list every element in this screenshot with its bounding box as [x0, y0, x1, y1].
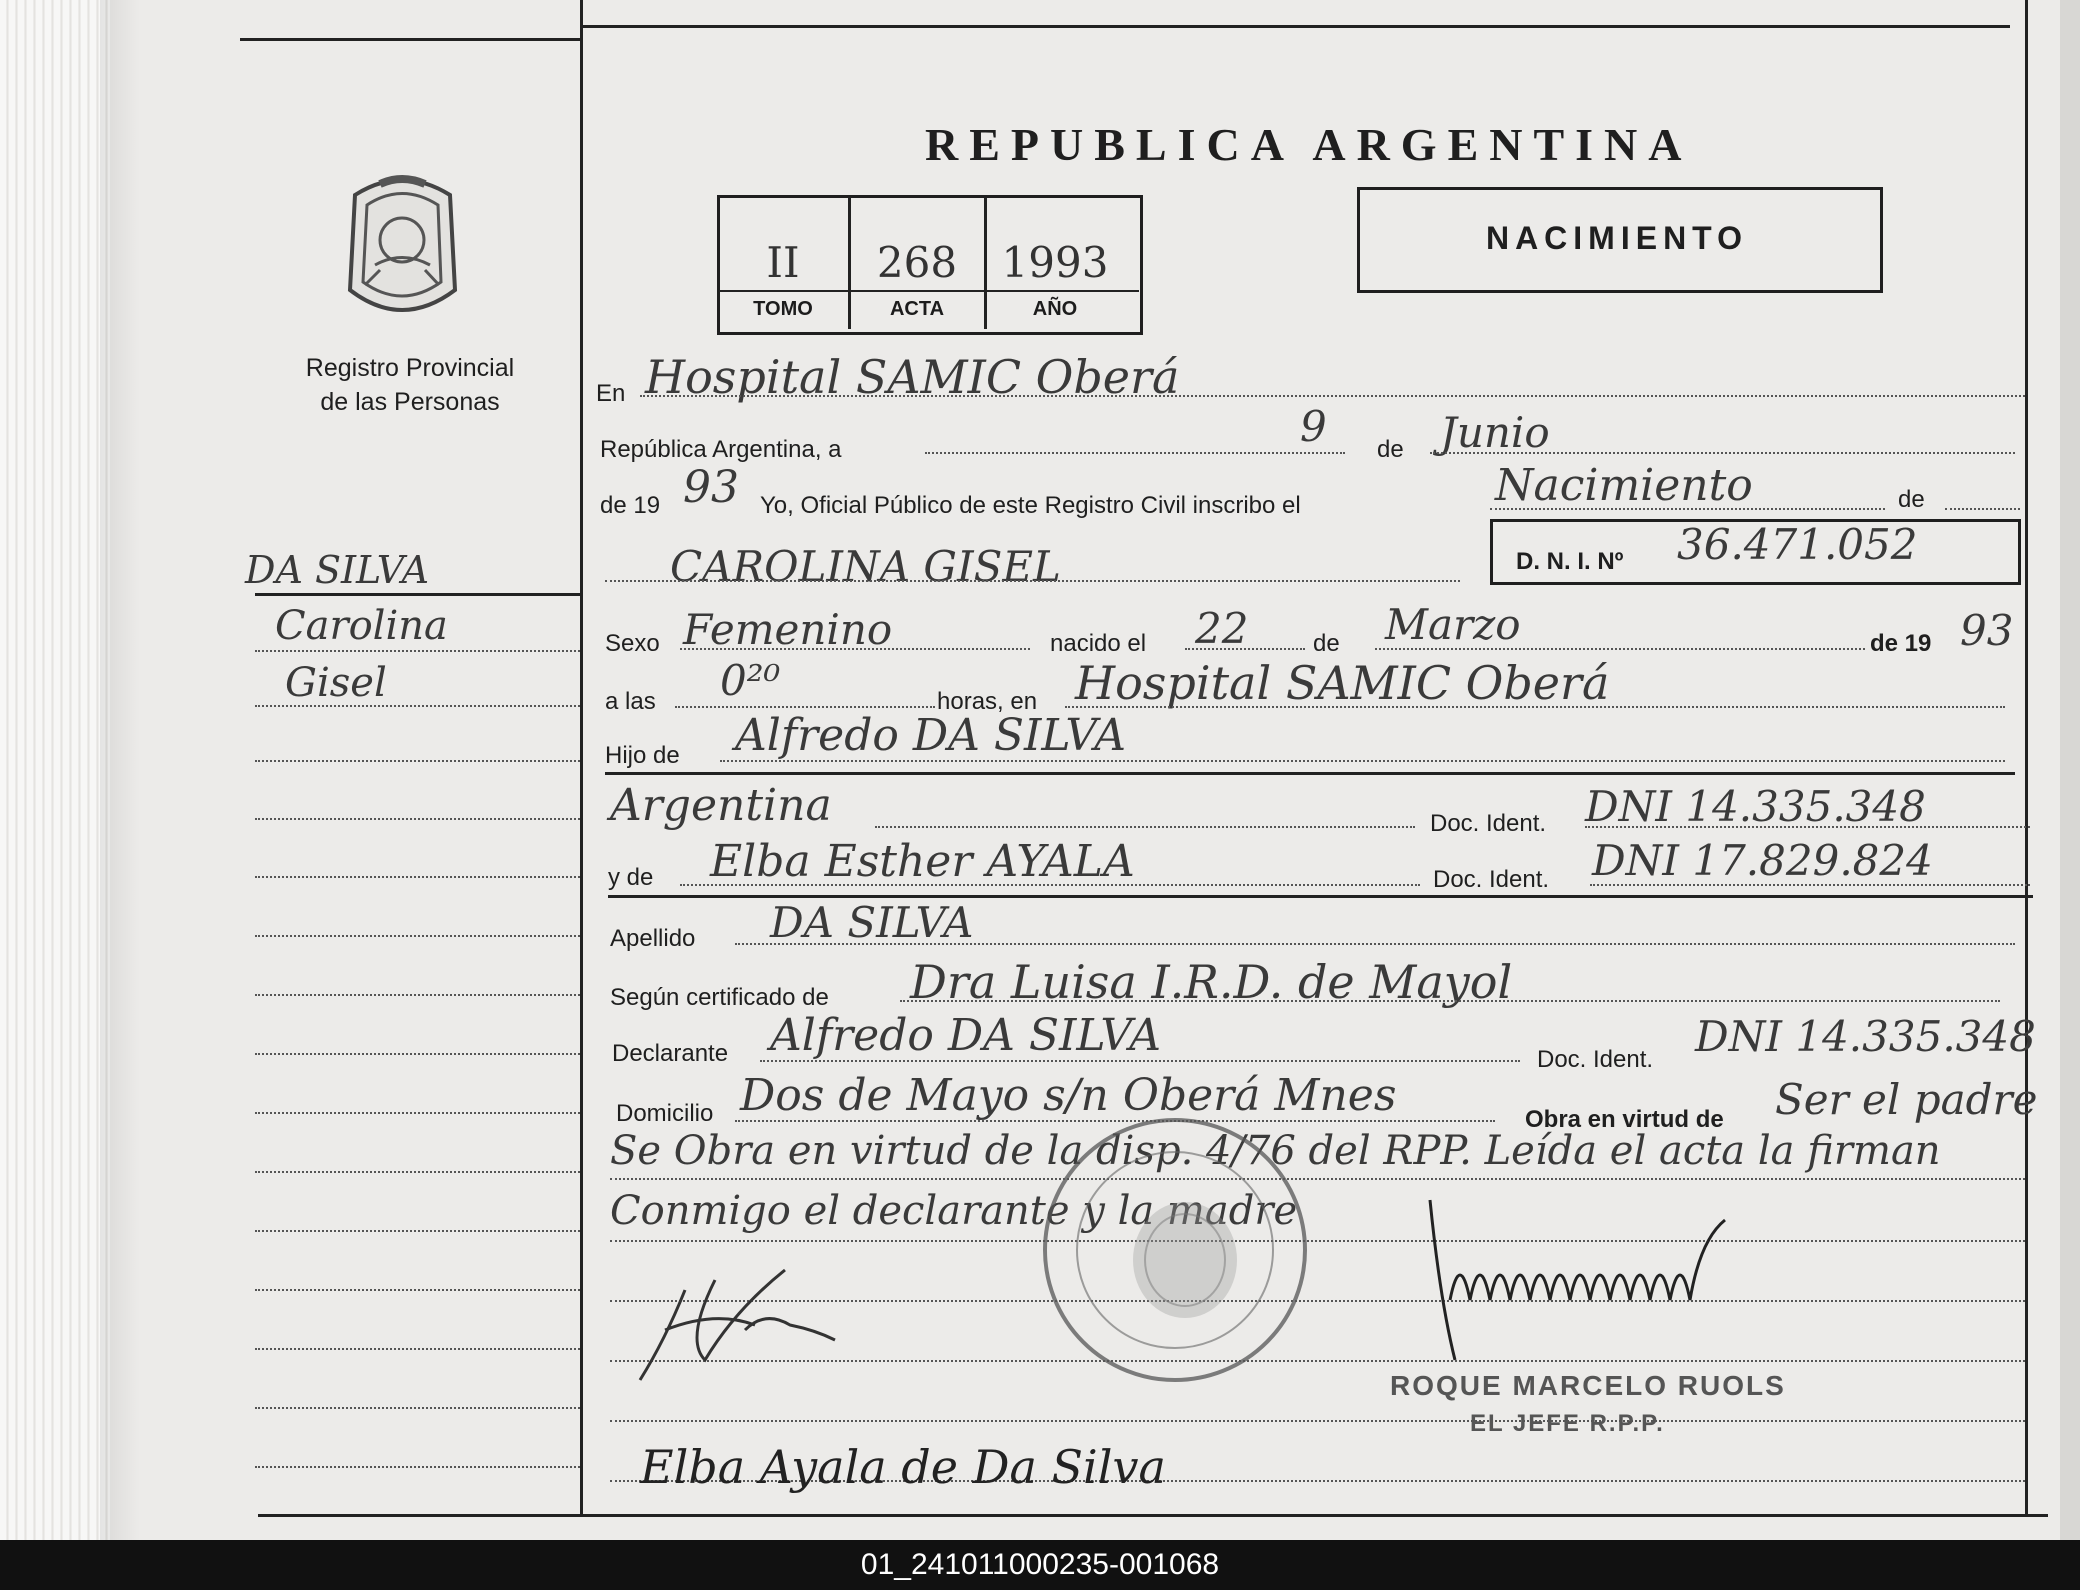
signature-rule [610, 1420, 2025, 1422]
right-frame-edge [2025, 0, 2028, 1516]
month-de-label: de [1377, 436, 1404, 463]
obra-label: Obra en virtud de [1525, 1106, 1724, 1133]
apellido-line [735, 943, 2015, 945]
book-page-edges [0, 0, 110, 1540]
month-line [1430, 452, 2015, 454]
margin-given-name-2: Gisel [285, 660, 387, 706]
declarant-signature [625, 1250, 885, 1400]
father-line [720, 760, 2005, 762]
father-nationality: Argentina [610, 780, 832, 831]
margin-line [255, 1407, 580, 1409]
register-box-divider-2 [984, 197, 987, 329]
registry-name-line1: Registro Provincial [305, 354, 515, 382]
image-caption: 01_241011000235-001068 [0, 1540, 2080, 1590]
birth-place: Hospital SAMIC Oberá [1075, 656, 1610, 710]
declarante-line [760, 1060, 1520, 1062]
doctor-line [900, 1000, 2000, 1002]
right-page-edge [2060, 0, 2080, 1540]
bottom-rule [258, 1514, 2048, 1517]
margin-line [255, 818, 580, 820]
acta-value: 268 [876, 238, 958, 287]
margin-surname: DA SILVA [245, 548, 430, 592]
left-column-divider [580, 0, 583, 1516]
sexo-label: Sexo [605, 630, 660, 657]
hora-line [675, 706, 935, 708]
sexo-value: Femenino [683, 605, 893, 654]
official-signature [1395, 1180, 1795, 1380]
place-line [640, 395, 2025, 397]
birth-day-line [1185, 648, 1305, 650]
year-prefix: de 19 [600, 492, 661, 519]
mother-signature: Elba Ayala de Da Silva [640, 1440, 1166, 1494]
hora-prefix: a las [605, 688, 656, 715]
en-label: En [596, 380, 626, 407]
doctor-name: Dra Luisa I.R.D. de Mayol [910, 955, 1513, 1009]
declarante-name: Alfredo DA SILVA [770, 1010, 1161, 1061]
margin-line [255, 705, 580, 707]
apellido-value: DA SILVA [770, 898, 974, 947]
declarante-doc: DNI 14.335.348 [1695, 1012, 2036, 1061]
margin-given-name-1: Carolina [275, 603, 448, 649]
margin-line [255, 876, 580, 878]
registrar-text: Yo, Oficial Público de este Registro Civil inscribo el [760, 492, 1301, 519]
horas-label: horas, en [937, 688, 1038, 715]
tomo-value: II [766, 238, 800, 287]
birth-month-de-label: de [1313, 630, 1340, 657]
margin-line [255, 1112, 580, 1114]
provincial-emblem-icon [335, 170, 470, 325]
y-de-label: y de [608, 864, 654, 891]
observation-rule-1 [610, 1178, 2025, 1180]
margin-line [255, 650, 580, 652]
acta-label: ACTA [889, 298, 945, 320]
obra-value: Ser el padre [1775, 1075, 2038, 1124]
birth-day: 22 [1195, 604, 1249, 653]
month-value: Junio [1440, 408, 1550, 457]
father-doc: DNI 14.335.348 [1585, 782, 1926, 831]
child-name-line [605, 580, 1460, 582]
page-shadow [100, 0, 140, 1540]
country-title: REPUBLICA ARGENTINA [925, 119, 1693, 170]
register-box-label-rule [719, 290, 1139, 292]
father-rule [605, 772, 2015, 775]
mother-name: Elba Esther AYALA [710, 836, 1135, 887]
margin-line [255, 1466, 580, 1468]
birth-place-line [1065, 706, 2005, 708]
father-doc-line [1585, 826, 2030, 828]
margin-line [255, 1053, 580, 1055]
top-rule-right [580, 25, 2010, 28]
domicilio-label: Domicilio [616, 1100, 714, 1127]
day-value: 9 [1300, 402, 1327, 451]
father-name: Alfredo DA SILVA [735, 710, 1126, 761]
mother-doc-line [1590, 884, 2030, 886]
hora-value: 0²⁰ [720, 656, 781, 705]
act-value: Nacimiento [1495, 460, 1753, 511]
place-value: Hospital SAMIC Oberá [645, 350, 1180, 404]
nacido-label: nacido el [1050, 630, 1147, 657]
dni-label: D. N. I. Nº [1516, 548, 1624, 575]
register-box-divider-1 [848, 197, 851, 329]
mother-doc-label: Doc. Ident. [1433, 866, 1550, 893]
observation-line-1: Se Obra en virtud de la disp. 4/76 del RPP. Leída el acta la firman [610, 1128, 1941, 1174]
declarante-doc-label: Doc. Ident. [1537, 1046, 1654, 1073]
act-tail-line [1945, 508, 2020, 510]
official-seal [1035, 1110, 1315, 1390]
record-type-label: NACIMIENTO [1485, 220, 1749, 256]
certificado-label: Según certificado de [610, 984, 829, 1011]
ano-label: AÑO [1032, 298, 1078, 320]
ano-value: 1993 [1001, 238, 1109, 287]
domicilio-value: Dos de Mayo s/n Oberá Mnes [740, 1070, 1397, 1121]
tomo-label: TOMO [753, 298, 813, 320]
margin-line [255, 760, 580, 762]
declarante-label: Declarante [612, 1040, 729, 1067]
margin-divider [255, 593, 583, 596]
birth-month: Marzo [1385, 600, 1521, 649]
nationality-line [875, 826, 1415, 828]
child-name: CAROLINA GISEL [670, 542, 1061, 591]
dni-value: 36.471.052 [1677, 520, 1918, 569]
birth-month-line [1375, 648, 1865, 650]
margin-line [255, 1289, 580, 1291]
margin-line [255, 1348, 580, 1350]
registry-name-line2: de las Personas [320, 388, 500, 416]
act-de-label: de [1898, 486, 1925, 513]
margin-line [255, 935, 580, 937]
observation-line-2: Conmigo el declarante y la madre [610, 1188, 1298, 1234]
year-suffix: 93 [683, 462, 739, 513]
republica-label: República Argentina, a [600, 436, 842, 463]
top-rule-left [240, 38, 582, 41]
act-line [1490, 508, 1885, 510]
apellido-label: Apellido [610, 925, 696, 952]
hijo-label: Hijo de [605, 742, 680, 769]
official-stamp-line-1: ROQUE MARCELO RUOLS [1390, 1370, 1786, 1401]
margin-line [255, 1230, 580, 1232]
birth-year-suffix: 93 [1960, 606, 2014, 655]
margin-line [255, 1171, 580, 1173]
father-doc-label: Doc. Ident. [1430, 810, 1547, 837]
observation-rule-2 [610, 1240, 2025, 1242]
mother-doc: DNI 17.829.824 [1592, 836, 1933, 885]
mother-line [680, 884, 1420, 886]
official-stamp-line-2: EL JEFE R.P.P. [1470, 1410, 1665, 1437]
birth-year-prefix: de 19 [1870, 630, 1932, 657]
margin-line [255, 994, 580, 996]
day-line [925, 452, 1345, 454]
sexo-line [680, 648, 1030, 650]
